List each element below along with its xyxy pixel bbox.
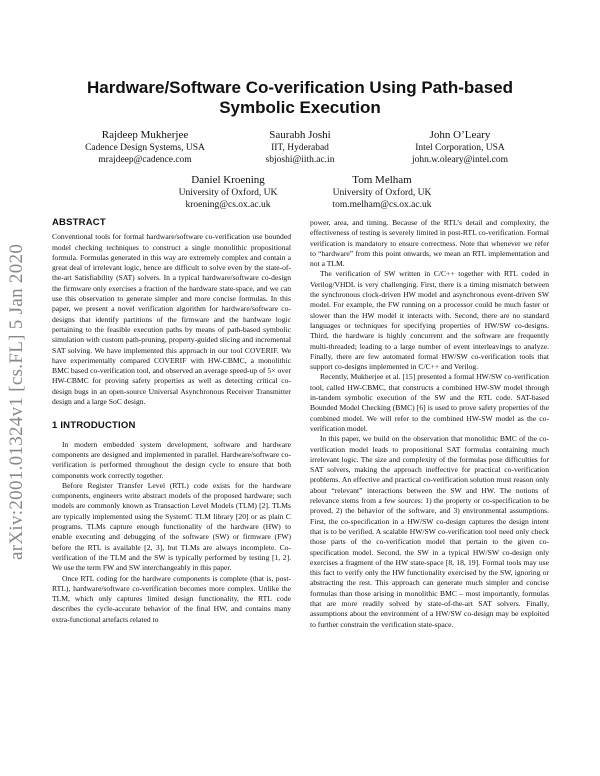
body-paragraph: power, area, and timing. Because of the RTL’s detail and complexity, the effectiveness of testing is severely limited in post-RTL co-verification. Formal verification is mandatory to ensure correctness. Note that whenever we refer to “hardware” from this point onwards, we mean an RTL implementation and not a TLM. [310, 218, 549, 269]
introduction-heading: 1 INTRODUCTION [52, 420, 136, 432]
author-block [65, 128, 225, 166]
author-block [302, 173, 462, 211]
author-email[interactable]: sbjoshi@iith.ac.in [265, 155, 335, 165]
author-block [220, 128, 380, 166]
body-paragraph: In this paper, we build on the observation that monolithic BMC of the co-verification model leads to propositional SAT formulas containing much irrelevant logic. The size and complexity of the formulas pose difficulties for SAT solvers, making the approach ineffective for practical co-verification problems. An effective and practical co-verification solution must reason only about “relevant” interactions between the SW and HW. The notions of relevance stems from a few sources: 1) the property or co-specification to be proved, 2) the behavior of the software, and 3) environmental assumptions. First, the co-specification in a HW/SW co-design captures the design intent that is to be verified. A scalable HW/SW co-verification tool need only check those parts of the co-verification model that pertain to the given co-specification model. Second, the SW in a typical HW/SW co-design only exercises a fragment of the HW state-space [8, 18, 19]. Formal tools may use this fact to verify only the HW functionality exercised by the SW, ignoring or abstracting the rest. This approach can generate much simpler and concise formulas than those arising in monolithic BMC – most importantly, formulas that are more readily solved by state-of-the-art SAT solvers. Finally, assumptions about the environment of a HW/SW co-design may be exploited to further constrain the verification state-space. [310, 434, 549, 629]
left-column [52, 218, 291, 625]
intro-paragraph: Once RTL coding for the hardware components is complete (that is, post-RTL), hardware/software co-verification becomes more complex. Unlike the TLM, which only captures limited design functionality, the RTL code describes the cycle-accurate behavior of the final HW, and contains many extra-functional artefacts related to [52, 573, 291, 624]
author-affiliation: IIT, Hyderabad [271, 143, 329, 153]
title-line-2: Symbolic Execution [219, 98, 381, 117]
intro-paragraph: Before Register Transfer Level (RTL) code exists for the hardware components, engineers write abstract models of the proposed hardware; such models are commonly known as Transaction Level Models (TLM) [2]. TLMs are typically implemented using the SystemC TLM library [20] or as plain C programs. TLMs capture enough functionality of the hardware (HW) to enable executing and debugging of the software (SW) or firmware (FW) before the RTL is available [2, 3], but TLMs are always incomplete. Co-verification of the TLM and the SW is typically performed by testing [1, 2]. We use the term FW and SW interchangeably in this paper. [52, 480, 291, 573]
author-name: John O’Leary [429, 129, 491, 141]
author-affiliation: Intel Corporation, USA [415, 143, 505, 153]
abstract-heading: ABSTRACT [52, 217, 106, 228]
author-name: Saurabh Joshi [269, 129, 331, 141]
author-affiliation: University of Oxford, UK [332, 188, 432, 198]
author-email[interactable]: mrajdeep@cadence.com [98, 155, 192, 165]
author-block [380, 128, 540, 166]
author-name: Tom Melham [352, 174, 412, 186]
right-column [310, 218, 549, 630]
body-paragraph: The verification of SW written in C/C++ together with RTL coded in Verilog/VHDL is very challenging. First, there is a timing mismatch between the synchronous clock-driven HW model and asynchronous event-driven SW model. For example, the FW running on a processor could be much faster or slower than the HW model it interacts with. Second, there are no standard languages or techniques for specifying properties of HW/SW co-designs. Third, the hardware is highly concurrent and the software are frequently multi-threaded; leading to a large number of event interleavings to analyze. Finally, there are few automated formal HW/SW co-verification tools that support co-designs implemented in C/C++ and Verilog. [310, 269, 549, 372]
author-email[interactable]: tom.melham@cs.ox.ac.uk [332, 200, 432, 210]
paper-title [60, 78, 540, 118]
intro-paragraph: In modern embedded system development, software and hardware components are designed and implemented in parallel. Hardware/software co-verification is performed throughout the design cycle to ensure that both components work correctly together. [52, 439, 291, 480]
title-line-1: Hardware/Software Co-verification Using Path-based [86, 78, 514, 97]
author-affiliation: Cadence Design Systems, USA [85, 143, 205, 153]
abstract-text: Conventional tools for formal hardware/software co-verification use bounded model checking techniques to construct a single monolithic propositional formula. Formulas generated in this way are extremely complex and contain a great deal of irrelevant logic, hence are difficult to solve even by the state-of-the-art Satisfiability (SAT) solvers. In a typical hardware/software co-design the firmware only exercises a fraction of the hardware state-space, and we can use this observation to generate simpler and more concise formulas. In this paper, we present a novel verification algorithm for hardware/software co-designs that identify partitions of the firmware and the hardware logic pertaining to the feasible execution paths by means of path-based symbolic simulation with custom path-pruning, property-guided slicing and incremental SAT solving. We have implemented this approach in our tool COVERIF. We have experimentally compared COVERIF with HW-CBMC, a monolithic BMC based co-verification tool, and observed an average speed-up of 5× over HW-CBMC for proving safety properties as well as detecting critical co-design bugs in an open-source Universal Asynchronous Receiver Transmitter design and a large SoC design. [52, 232, 291, 407]
author-email[interactable]: kroening@cs.ox.ac.uk [185, 200, 271, 210]
arxiv-identifier: arXiv:2001.01324v1 [cs.FL] 5 Jan 2020 [6, 243, 27, 560]
author-affiliation: University of Oxford, UK [178, 188, 278, 198]
author-block [148, 173, 308, 211]
author-email[interactable]: john.w.oleary@intel.com [412, 155, 508, 165]
author-name: Daniel Kroening [191, 174, 265, 186]
author-name: Rajdeep Mukherjee [101, 129, 189, 141]
body-paragraph: Recently, Mukherjee et al. [15] presented a formal HW/SW co-verification tool, called HW-CBMC, that constructs a combined HW-SW model through in-tandem symbolic execution of the SW and the RTL code. SAT-based Bounded Model Checking (BMC) [6] is used to prove safety properties of the combined model. We will refer to the combined HW-SW model as the co-verification model. [310, 372, 549, 433]
